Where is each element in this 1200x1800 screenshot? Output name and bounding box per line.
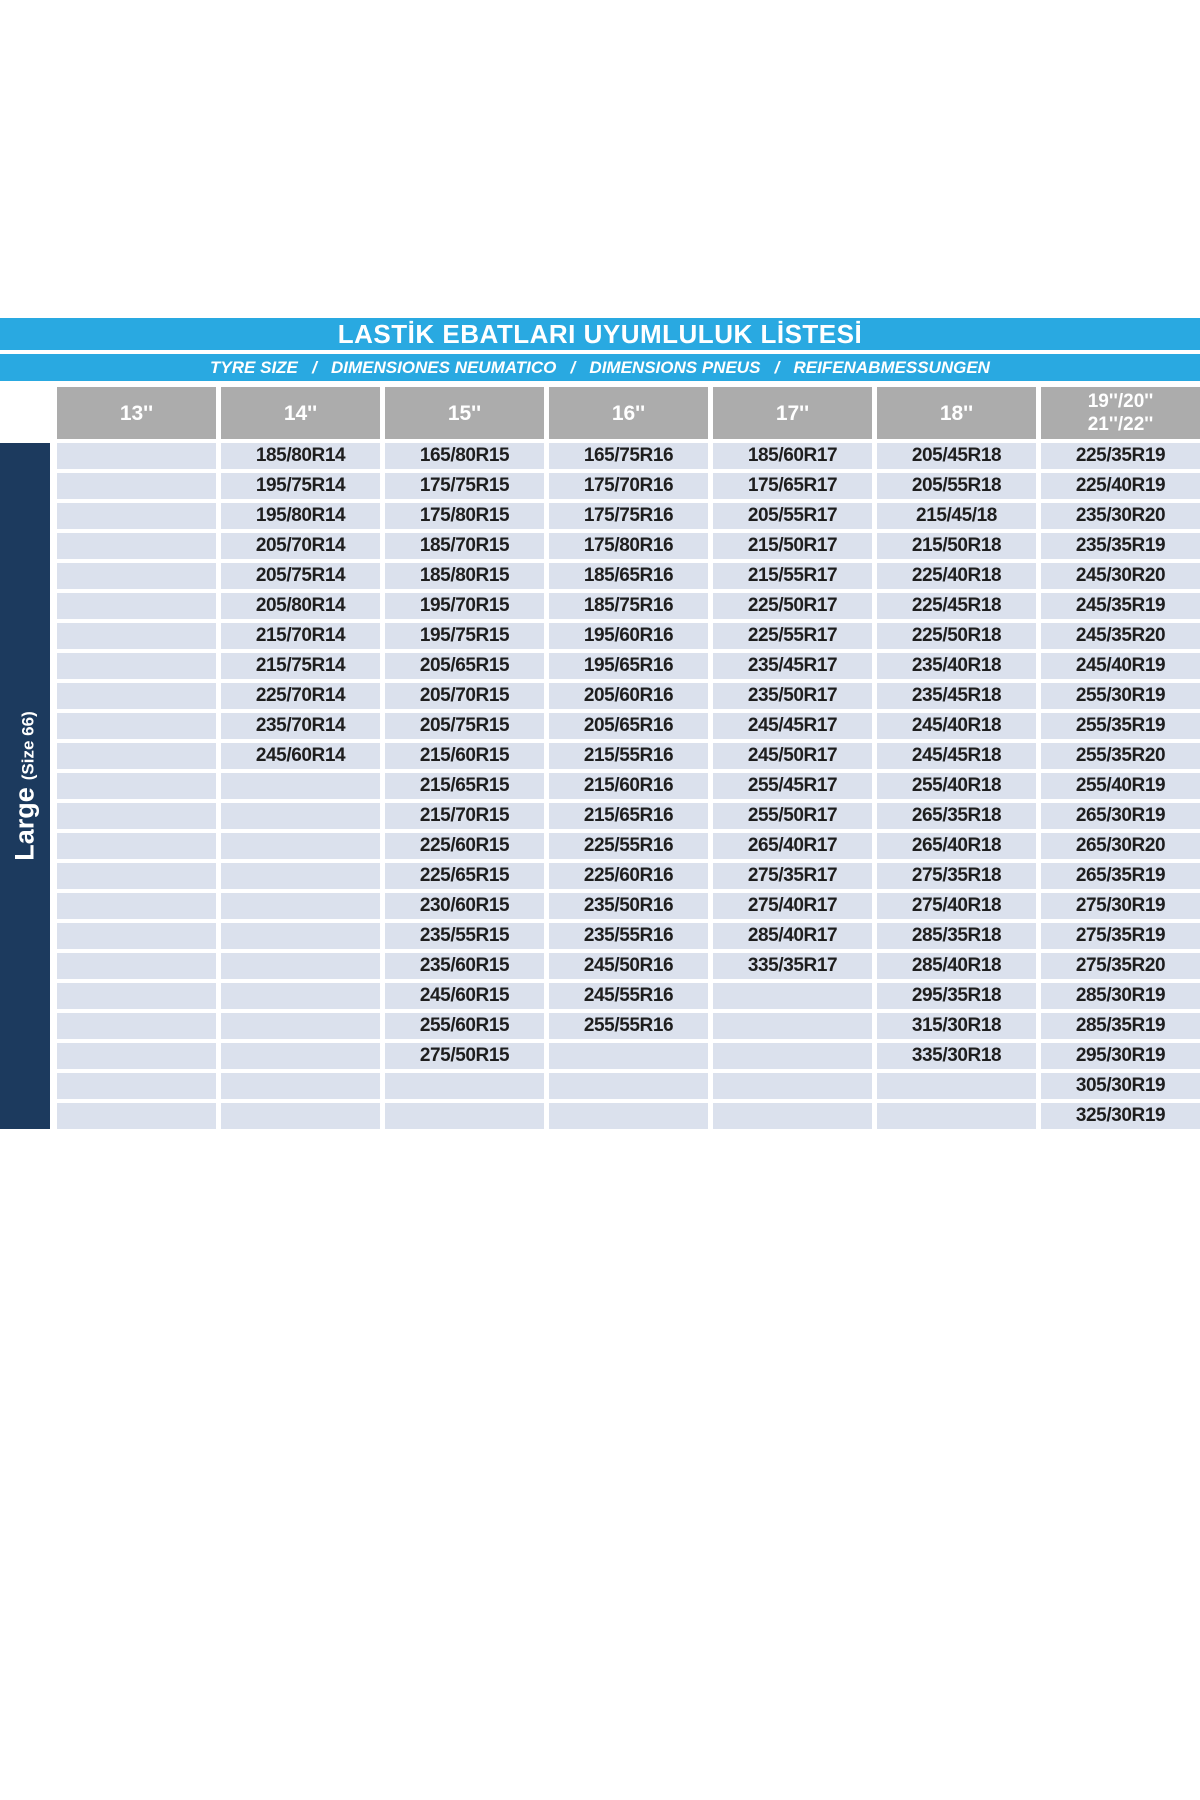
empty-cell: [221, 953, 380, 979]
tire-size-cell: 205/70R14: [221, 533, 380, 559]
row-group-column: [0, 387, 50, 1129]
multilingual-subtitle: TYRE SIZE / DIMENSIONES NEUMATICO / DIMENSIONS PNEUS / REIFENABMESSUNGEN: [0, 354, 1200, 381]
tire-size-table: [0, 387, 1200, 1129]
tire-size-cell: 175/75R15: [385, 473, 544, 499]
tire-size-cell: 265/40R17: [713, 833, 872, 859]
empty-cell: [221, 863, 380, 889]
tire-size-cell: 265/30R19: [1041, 803, 1200, 829]
tire-size-cell: 195/75R14: [221, 473, 380, 499]
tire-size-cell: 245/45R18: [877, 743, 1036, 769]
empty-cell: [57, 443, 216, 469]
tire-size-cell: 245/45R17: [713, 713, 872, 739]
empty-cell: [221, 1043, 380, 1069]
column-header-15in: 15'': [385, 387, 544, 439]
tire-size-cell: 295/35R18: [877, 983, 1036, 1009]
tire-size-cell: 285/40R18: [877, 953, 1036, 979]
tire-size-cell: 275/40R17: [713, 893, 872, 919]
empty-cell: [57, 503, 216, 529]
tire-size-cell: 245/40R18: [877, 713, 1036, 739]
tire-size-cell: 215/60R15: [385, 743, 544, 769]
tire-size-cell: 265/35R18: [877, 803, 1036, 829]
tire-size-cell: 205/65R15: [385, 653, 544, 679]
empty-cell: [877, 1073, 1036, 1099]
tire-size-cell: 175/75R16: [549, 503, 708, 529]
column-header-18in: 18'': [877, 387, 1036, 439]
tire-size-cell: 245/40R19: [1041, 653, 1200, 679]
column-header-14in: 14'': [221, 387, 380, 439]
tire-size-cell: 185/75R16: [549, 593, 708, 619]
tire-size-cell: 265/30R20: [1041, 833, 1200, 859]
tire-size-cell: 205/60R16: [549, 683, 708, 709]
tire-size-cell: 225/40R18: [877, 563, 1036, 589]
row-group-label: Large: [9, 787, 40, 861]
empty-cell: [57, 653, 216, 679]
tire-size-cell: 245/30R20: [1041, 563, 1200, 589]
tire-size-cell: 215/75R14: [221, 653, 380, 679]
tire-size-cell: 275/35R20: [1041, 953, 1200, 979]
tire-size-cell: 215/45/18: [877, 503, 1036, 529]
tire-size-cell: 195/65R16: [549, 653, 708, 679]
tire-size-cell: 285/40R17: [713, 923, 872, 949]
column-header-16in: 16'': [549, 387, 708, 439]
tire-size-cell: 205/55R18: [877, 473, 1036, 499]
top-whitespace: [0, 0, 1200, 318]
tire-size-cell: 175/80R16: [549, 533, 708, 559]
empty-cell: [57, 893, 216, 919]
empty-cell: [57, 533, 216, 559]
tire-size-cell: 285/35R19: [1041, 1013, 1200, 1039]
tire-size-cell: 255/40R19: [1041, 773, 1200, 799]
empty-cell: [877, 1103, 1036, 1129]
tire-size-cell: 245/55R16: [549, 983, 708, 1009]
row-group-large: [0, 443, 50, 1129]
empty-cell: [57, 923, 216, 949]
tire-size-cell: 235/70R14: [221, 713, 380, 739]
tire-size-cell: 275/35R17: [713, 863, 872, 889]
tire-size-cell: 185/70R15: [385, 533, 544, 559]
tire-size-cell: 245/60R15: [385, 983, 544, 1009]
empty-cell: [549, 1103, 708, 1129]
tire-size-cell: 195/70R15: [385, 593, 544, 619]
tire-size-cell: 255/35R19: [1041, 713, 1200, 739]
empty-cell: [221, 803, 380, 829]
tire-size-cell: 245/35R19: [1041, 593, 1200, 619]
tire-size-cell: 215/50R17: [713, 533, 872, 559]
tire-size-cell: 205/75R14: [221, 563, 380, 589]
tire-size-cell: 205/55R17: [713, 503, 872, 529]
tire-size-cell: 285/30R19: [1041, 983, 1200, 1009]
tire-size-cell: 255/50R17: [713, 803, 872, 829]
tire-size-cell: 225/55R17: [713, 623, 872, 649]
tire-size-cell: 215/55R17: [713, 563, 872, 589]
empty-cell: [713, 1073, 872, 1099]
tire-size-cell: 215/70R14: [221, 623, 380, 649]
tire-size-cell: 185/80R14: [221, 443, 380, 469]
row-group-label-wrap: [10, 711, 41, 861]
empty-cell: [713, 1013, 872, 1039]
empty-cell: [57, 1013, 216, 1039]
empty-cell: [57, 743, 216, 769]
tire-size-cell: 195/80R14: [221, 503, 380, 529]
tire-size-cell: 235/35R19: [1041, 533, 1200, 559]
empty-cell: [57, 593, 216, 619]
tire-size-cell: 185/60R17: [713, 443, 872, 469]
tire-size-cell: 335/35R17: [713, 953, 872, 979]
tire-size-cell: 255/30R19: [1041, 683, 1200, 709]
empty-cell: [57, 803, 216, 829]
column-header-17in: 17'': [713, 387, 872, 439]
tire-size-cell: 325/30R19: [1041, 1103, 1200, 1129]
tire-size-cell: 335/30R18: [877, 1043, 1036, 1069]
tire-size-cell: 230/60R15: [385, 893, 544, 919]
column-14in: [221, 387, 380, 1129]
column-13in: [57, 387, 216, 1129]
empty-cell: [221, 893, 380, 919]
empty-cell: [385, 1073, 544, 1099]
empty-cell: [713, 983, 872, 1009]
empty-cell: [221, 833, 380, 859]
tire-size-cell: 275/35R19: [1041, 923, 1200, 949]
tire-size-cell: 275/30R19: [1041, 893, 1200, 919]
empty-cell: [57, 1043, 216, 1069]
tire-size-cell: 225/35R19: [1041, 443, 1200, 469]
tire-size-cell: 215/50R18: [877, 533, 1036, 559]
tire-size-cell: 275/50R15: [385, 1043, 544, 1069]
tire-size-cell: 315/30R18: [877, 1013, 1036, 1039]
tire-size-cell: 255/55R16: [549, 1013, 708, 1039]
tire-size-cell: 235/50R16: [549, 893, 708, 919]
empty-cell: [221, 773, 380, 799]
tire-size-cell: 225/70R14: [221, 683, 380, 709]
empty-cell: [57, 713, 216, 739]
tire-size-cell: 225/60R16: [549, 863, 708, 889]
empty-cell: [57, 833, 216, 859]
tire-size-cell: 225/55R16: [549, 833, 708, 859]
tire-size-cell: 225/45R18: [877, 593, 1036, 619]
tire-size-cell: 195/60R16: [549, 623, 708, 649]
tire-size-cell: 235/45R18: [877, 683, 1036, 709]
empty-cell: [713, 1103, 872, 1129]
tire-size-cell: 215/65R16: [549, 803, 708, 829]
tire-size-cell: 245/50R16: [549, 953, 708, 979]
column-header-19in-22in: 19''/20'' 21''/22'': [1041, 387, 1200, 439]
tire-size-cell: 225/60R15: [385, 833, 544, 859]
tire-size-cell: 235/45R17: [713, 653, 872, 679]
tire-size-cell: 235/40R18: [877, 653, 1036, 679]
tire-size-cell: 235/30R20: [1041, 503, 1200, 529]
empty-cell: [221, 1103, 380, 1129]
tire-size-cell: 205/45R18: [877, 443, 1036, 469]
tire-size-cell: 255/40R18: [877, 773, 1036, 799]
tire-size-cell: 275/35R18: [877, 863, 1036, 889]
tire-size-cell: 215/65R15: [385, 773, 544, 799]
empty-cell: [57, 473, 216, 499]
corner-spacer: [0, 387, 50, 439]
tire-size-cell: 195/75R15: [385, 623, 544, 649]
empty-cell: [57, 953, 216, 979]
empty-cell: [713, 1043, 872, 1069]
tire-size-cell: 175/65R17: [713, 473, 872, 499]
tire-size-cell: 165/75R16: [549, 443, 708, 469]
empty-cell: [57, 773, 216, 799]
empty-cell: [57, 983, 216, 1009]
tire-size-cell: 215/60R16: [549, 773, 708, 799]
tire-size-cell: 185/65R16: [549, 563, 708, 589]
column-15in: [385, 387, 544, 1129]
empty-cell: [385, 1103, 544, 1129]
tire-size-cell: 265/40R18: [877, 833, 1036, 859]
empty-cell: [549, 1043, 708, 1069]
empty-cell: [57, 1073, 216, 1099]
tire-size-cell: 215/70R15: [385, 803, 544, 829]
tire-size-cell: 235/55R16: [549, 923, 708, 949]
tire-size-cell: 255/35R20: [1041, 743, 1200, 769]
column-16in: [549, 387, 708, 1129]
tire-size-cell: 205/65R16: [549, 713, 708, 739]
empty-cell: [57, 683, 216, 709]
tire-size-cell: 265/35R19: [1041, 863, 1200, 889]
column-17in: [713, 387, 872, 1129]
empty-cell: [221, 983, 380, 1009]
tire-size-cell: 255/45R17: [713, 773, 872, 799]
tire-size-cell: 185/80R15: [385, 563, 544, 589]
tire-size-cell: 255/60R15: [385, 1013, 544, 1039]
empty-cell: [549, 1073, 708, 1099]
tire-size-cell: 225/65R15: [385, 863, 544, 889]
tire-size-cell: 235/50R17: [713, 683, 872, 709]
page-title: LASTİK EBATLARI UYUMLULUK LİSTESİ: [0, 318, 1200, 350]
empty-cell: [57, 863, 216, 889]
tire-size-cell: 235/55R15: [385, 923, 544, 949]
row-group-sublabel: (Size 66): [18, 711, 38, 781]
tire-size-cell: 215/55R16: [549, 743, 708, 769]
tire-size-cell: 175/70R16: [549, 473, 708, 499]
empty-cell: [221, 923, 380, 949]
column-19in-22in: [1041, 387, 1200, 1129]
column-header-13in: 13'': [57, 387, 216, 439]
tire-size-cell: 175/80R15: [385, 503, 544, 529]
tire-size-cell: 225/50R18: [877, 623, 1036, 649]
tire-size-cell: 285/35R18: [877, 923, 1036, 949]
empty-cell: [57, 1103, 216, 1129]
tire-size-cell: 245/35R20: [1041, 623, 1200, 649]
tire-size-cell: 245/60R14: [221, 743, 380, 769]
empty-cell: [221, 1073, 380, 1099]
empty-cell: [57, 623, 216, 649]
tire-size-cell: 165/80R15: [385, 443, 544, 469]
tire-size-cell: 295/30R19: [1041, 1043, 1200, 1069]
empty-cell: [57, 563, 216, 589]
column-18in: [877, 387, 1036, 1129]
empty-cell: [221, 1013, 380, 1039]
tire-size-cell: 235/60R15: [385, 953, 544, 979]
tire-size-cell: 205/75R15: [385, 713, 544, 739]
tire-size-cell: 275/40R18: [877, 893, 1036, 919]
tire-size-cell: 245/50R17: [713, 743, 872, 769]
tire-size-cell: 225/50R17: [713, 593, 872, 619]
tire-size-cell: 305/30R19: [1041, 1073, 1200, 1099]
tire-size-cell: 225/40R19: [1041, 473, 1200, 499]
tire-size-cell: 205/70R15: [385, 683, 544, 709]
tire-size-cell: 205/80R14: [221, 593, 380, 619]
